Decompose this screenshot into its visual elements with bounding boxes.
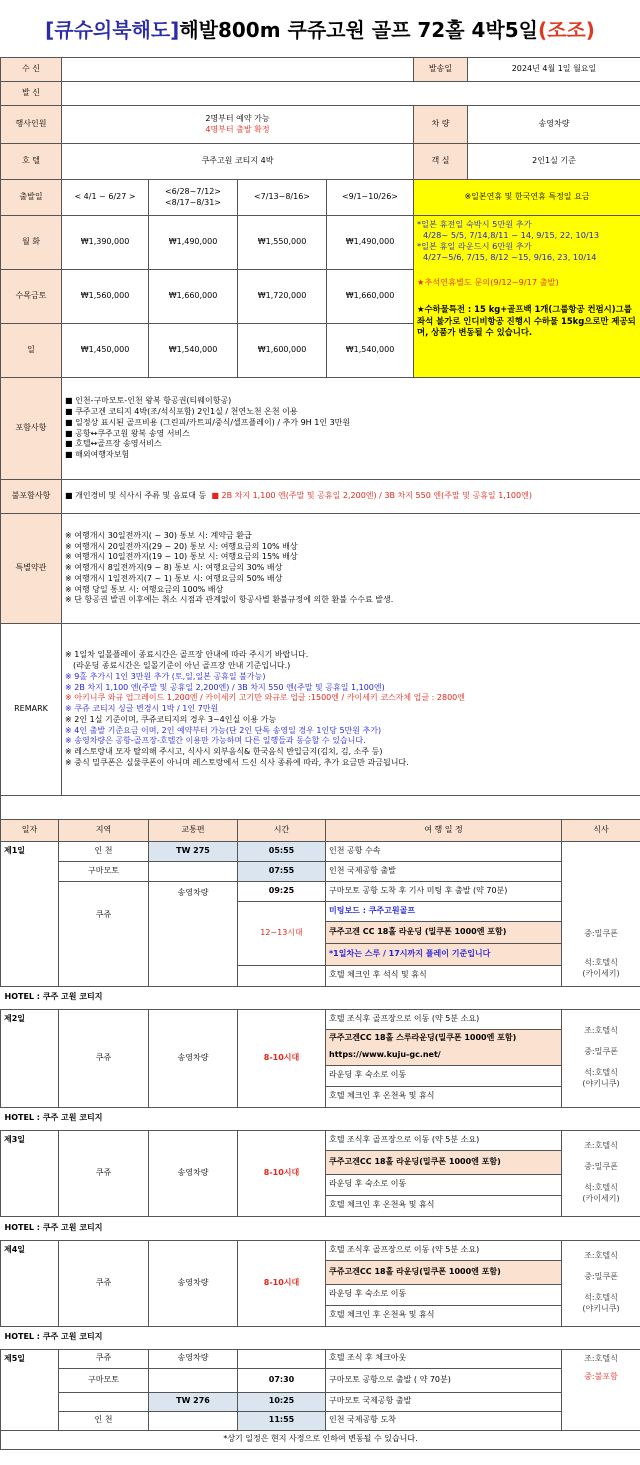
- includes-label: 포함사항: [1, 378, 62, 480]
- holiday-note: *일본 휴일 라운드시 6만원 추가: [417, 241, 532, 252]
- transport-empty: [149, 861, 238, 881]
- period-2b: <8/17~8/31>: [164, 197, 222, 207]
- event: 인천 국제공항 출발: [326, 861, 562, 881]
- event: 호텔 체크인 후 온천욕 및 휴식: [326, 1195, 562, 1216]
- itin-header-meal: 식사: [562, 819, 640, 841]
- term-item: ※ 여행개시 20일전까지(29 ~ 20) 통보 시: 여행요금의 10% 배상: [65, 541, 298, 551]
- include-item: ■ 일정상 표시된 골프비용 (그린피/카트피/중식/셀프플레이) / 추가 9H 1인 3만원: [65, 417, 351, 427]
- event: 쿠주고겐 CC 18홀 라운딩 (밀쿠폰 1000엔 포함): [326, 921, 562, 943]
- period-2a: <6/28~7/12>: [164, 186, 222, 196]
- transport: 송영차량: [149, 1130, 238, 1216]
- flight: TW 275: [149, 841, 238, 861]
- sender-value: [62, 82, 640, 106]
- time: 8-10시대: [238, 1009, 326, 1107]
- term-item: ※ 여행개시 1일전까지(7 ~ 1) 통보 시: 여행요금의 50% 배상: [65, 573, 283, 583]
- chuseok-note: ★추석연휴별도 문의(9/12~9/17 출발): [417, 277, 559, 288]
- people-value: [62, 106, 414, 144]
- meal: (카이세키): [582, 1193, 620, 1203]
- price-cell: ₩1,450,000: [62, 324, 149, 378]
- price-cell: ₩1,720,000: [238, 270, 327, 324]
- price-cell: ₩1,660,000: [327, 270, 414, 324]
- remark-item: ※ 중식 밀쿠폰은 실물쿠폰이 아니며 레스토랑에서 드신 식사 종류에 따라, 추가 요금만 과금됩니다.: [65, 758, 409, 768]
- include-item: ■ 인천-구마모토-인천 왕복 항공권(티웨이항공): [65, 396, 232, 406]
- excludes-value: [62, 480, 640, 514]
- baggage-note: ★수하물특전 : 15 kg+골프백 1개(그룹항공 컨펌시)그룹좌석 불가로 인디비항공 진행시 수하물 15kg으로만 제공되며, 상품가 변동될 수 있습니다.: [417, 304, 636, 337]
- day-4-meals: [562, 1240, 640, 1326]
- price-row-label: 월 화: [1, 216, 62, 270]
- meal: 석:호텔식: [584, 1183, 618, 1192]
- price-cell: ₩1,540,000: [327, 324, 414, 378]
- time: 11:55: [238, 1411, 326, 1430]
- event: 호텔 조식후 골프장으로 이동 (약 5분 소요): [326, 1130, 562, 1150]
- itin-header-transport: 교통편: [149, 819, 238, 841]
- includes-list: [62, 378, 640, 480]
- itin-header-day: 일자: [1, 819, 59, 841]
- remark-item: ※ 송영차량은 공항-골프장-호텔간 이용만 가능하며 다른 일행들과 동승할 수 있습니다.: [65, 736, 366, 746]
- holiday-note: 4/27~5/6, 7/15, 8/12 ~15, 9/16, 23, 10/14: [423, 252, 597, 263]
- terms-list: [62, 514, 640, 624]
- time-empty: [238, 965, 326, 986]
- flight: TW 276: [149, 1392, 238, 1411]
- event: 쿠쥬고겐CC 18홀 라운딩(밀쿠폰 1000엔 포함): [326, 1260, 562, 1284]
- term-item: ※ 여행 당일 통보 시: 여행요금의 100% 배상: [65, 584, 224, 594]
- remark-item: ※ 2B 차지 1,100 엔(주말 및 공휴일 2,200엔) / 3B 차지 550 엔(주말 및 공휴일 1,100엔): [65, 682, 385, 692]
- event: 구마모토 공항으로 출발 ( 약 70분): [326, 1368, 562, 1392]
- price-cell: ₩1,490,000: [149, 216, 238, 270]
- exclude-item: ■ 개인경비 및 식사시 주류 및 음료대 등: [65, 491, 207, 501]
- meal: 조:호텔식: [584, 1251, 618, 1261]
- time: 05:55: [238, 841, 326, 861]
- holiday-note: *일본 휴전일 숙박시 5만원 추가: [417, 219, 532, 229]
- footer-note: *상기 일정은 현지 사정으로 인하여 변동될 수 있습니다.: [1, 1430, 640, 1449]
- region: 인 천: [59, 1411, 149, 1430]
- region: 인 천: [59, 841, 149, 861]
- meal: 조:호텔식: [584, 1141, 618, 1151]
- itin-header-schedule: 여 행 일 정: [326, 819, 562, 841]
- meal: 석:호텔식: [584, 957, 618, 967]
- event: 구마모토 국제공항 출발: [326, 1392, 562, 1411]
- page-title: [0, 0, 640, 57]
- remark-label: REMARK: [1, 624, 62, 796]
- time: 07:30: [238, 1368, 326, 1392]
- region: 쿠쥬: [59, 1240, 149, 1326]
- day-3-meals: [562, 1130, 640, 1216]
- excludes-label: 불포함사항: [1, 480, 62, 514]
- send-date-label: 발송일: [414, 58, 468, 82]
- remark-item: ※ 아키니쿠 와규 업그레이드 1,200엔 / 카이세키 고기만 와규로 업글 :1500엔 / 카이세키 코스자체 업글 : 2800엔: [65, 693, 465, 703]
- time-empty: [238, 1349, 326, 1368]
- remark-item: (라운딩 종료시간은 일몰기준이 아닌 골프장 안내 기준입니다.): [73, 660, 291, 670]
- people-label: 행사인원: [1, 106, 62, 144]
- time: 07:55: [238, 861, 326, 881]
- transport: 송영차량: [149, 1240, 238, 1326]
- sender-label: 발 신: [1, 82, 62, 106]
- car-label: 차 량: [414, 106, 468, 144]
- price-cell: ₩1,540,000: [149, 324, 238, 378]
- event: 라운딩 후 숙소로 이동: [326, 1065, 562, 1086]
- website-link[interactable]: https://www.kuju-gc.net/: [326, 1047, 562, 1065]
- meal: 중:밀쿠폰: [584, 1162, 618, 1172]
- period-4: <9/1~10/26>: [327, 180, 414, 216]
- event: 미팅보드 : 쿠주고원골프: [326, 901, 562, 921]
- itinerary-table: [0, 819, 640, 1450]
- depart-label: 출발일: [1, 180, 62, 216]
- period-2: [149, 180, 238, 216]
- event: 인천 국제공항 도착: [326, 1411, 562, 1430]
- day-5-meals: [562, 1349, 640, 1430]
- room-value: 2인1실 기준: [468, 144, 640, 180]
- meal: 중:밀쿠폰: [584, 1047, 618, 1057]
- info-table: [0, 57, 640, 819]
- event: 인천 공항 수속: [326, 841, 562, 861]
- transport-empty: [149, 1368, 238, 1392]
- car-value: 송영차량: [468, 106, 640, 144]
- remark-item: ※ 2인 1실 기준이며, 쿠쥬코티지의 경우 3~4인실 이용 가능: [65, 714, 277, 724]
- day-2-meals: [562, 1009, 640, 1107]
- send-date-value: 2024년 4월 1일 월요일: [468, 58, 640, 82]
- term-item: ※ 단 항공권 발권 이후에는 취소 시점과 관계없이 항공사별 환불규정에 의한 환불 수수료 발생.: [65, 595, 394, 605]
- event: 호텔 조식 후 체크아웃: [326, 1349, 562, 1368]
- recipient-value: [62, 58, 414, 82]
- price-cell: ₩1,490,000: [327, 216, 414, 270]
- price-row-label: 일: [1, 324, 62, 378]
- day-4-label: 제4일: [1, 1240, 59, 1326]
- itin-header-time: 시간: [238, 819, 326, 841]
- room-label: 객 실: [414, 144, 468, 180]
- title-brand: [큐슈의북해도]: [45, 18, 180, 42]
- meal: 석:호텔식: [584, 1068, 618, 1077]
- term-item: ※ 여행개시 8일전까지(9 ~ 8) 통보 시: 여행요금의 30% 배상: [65, 563, 283, 573]
- price-cell: ₩1,550,000: [238, 216, 327, 270]
- term-item: ※ 여행개시 30일전까지( ~ 30) 통보 시: 계약금 환급: [65, 530, 252, 540]
- include-item: ■ 공항↔쿠주고원 왕복 송영 서비스: [65, 428, 190, 438]
- region: 쿠쥬: [59, 1349, 149, 1368]
- day-1-label: 제1일: [1, 841, 59, 986]
- people-min: 2명부터 예약 가능: [205, 113, 270, 123]
- price-cell: ₩1,660,000: [149, 270, 238, 324]
- time: 09:25: [238, 881, 326, 901]
- meal: 석:호텔식: [584, 1293, 618, 1302]
- meal: 조:호텔식: [584, 1353, 618, 1363]
- day-5-label: 제5일: [1, 1349, 59, 1430]
- meal: (카이세키): [582, 968, 620, 978]
- meal: (야키니쿠): [582, 1303, 620, 1313]
- event: 호텔 체크인 후 온천욕 및 휴식: [326, 1086, 562, 1107]
- meal: 조:호텔식: [584, 1026, 618, 1036]
- event: 구마모토 공항 도착 후 기사 미팅 후 출발 (약 70분): [326, 881, 562, 901]
- meal: (야키니쿠): [582, 1078, 620, 1088]
- hotel-line: HOTEL : 쿠주 고원 코티지: [1, 1107, 640, 1130]
- price-cell: ₩1,560,000: [62, 270, 149, 324]
- title-suffix: (조조): [537, 18, 595, 42]
- exclude-charge: ■ 2B 차지 1,100 엔(주말 및 공휴일 2,200엔) / 3B 차지 550 엔(주말 및 공휴일 1,100엔): [211, 491, 532, 501]
- time: 8-10시대: [238, 1130, 326, 1216]
- region: 쿠쥬: [59, 881, 149, 986]
- day-3-label: 제3일: [1, 1130, 59, 1216]
- remark-item: ※ 9홀 추가시 1인 3만원 추가 (토,일,일본 공휴일 불가능): [65, 671, 266, 681]
- meal: 중:밀쿠폰: [584, 929, 618, 939]
- itin-header-region: 지역: [59, 819, 149, 841]
- remark-item: ※ 1일차 일몰플레이 종료시간은 골프장 안내에 따라 주시기 바랍니다.: [65, 650, 309, 660]
- time: 10:25: [238, 1392, 326, 1411]
- title-main: 해발800m 쿠쥬고원 골프 72홀 4박5일: [179, 18, 538, 42]
- meal: 중:불포함: [584, 1372, 618, 1382]
- price-row-label: 수목금토: [1, 270, 62, 324]
- transport-empty: [149, 1411, 238, 1430]
- remark-item: ※ 4인 출발 기준요금 이며, 2인 예약부터 가능(단 2인 단독 송영일 경우 1인당 5만원 추가): [65, 725, 382, 735]
- hotel-line: HOTEL : 쿠주 고원 코티지: [1, 986, 640, 1009]
- period-1: < 4/1 ~ 6/27 >: [62, 180, 149, 216]
- spacer-row: [1, 796, 640, 819]
- region: 구마모토: [59, 861, 149, 881]
- holiday-note-header: ※일본연휴 및 한국연휴 특정일 요금: [414, 180, 640, 216]
- hotel-label: 호 텔: [1, 144, 62, 180]
- period-3: <7/13~8/16>: [238, 180, 327, 216]
- remark-item: ※ 쿠쥬 코티지 싱글 변경시 1박 / 1인 7만원: [65, 704, 219, 714]
- event: 호텔 조식후 골프장으로 이동 (약 5분 소요): [326, 1009, 562, 1029]
- include-item: ■ 호텔↔골프장 송영서비스: [65, 439, 162, 449]
- event: 호텔 조식후 골프장으로 이동 (약 5분 소요): [326, 1240, 562, 1260]
- event: *1일차는 스루 / 17시까지 플레이 기준입니다: [326, 943, 562, 965]
- people-confirm: 4명부터 출발 확정: [205, 124, 270, 134]
- remark-item: ※ 레스토랑내 모자 탈의해 주시고, 식사시 외부음식& 한국음식 반입금지(김치, 김, 소주 등): [65, 747, 383, 757]
- include-item: ■ 쿠주고겐 코티지 4박(조/석식포함) 2인1실 / 천연노천 온천 이용: [65, 406, 298, 416]
- region-empty: [59, 1392, 149, 1411]
- hotel-line: HOTEL : 쿠주 고원 코티지: [1, 1216, 640, 1240]
- time: 8-10시대: [238, 1240, 326, 1326]
- term-item: ※ 여행개시 10일전까지(19 ~ 10) 통보 시: 여행요금의 15% 배상: [65, 552, 298, 562]
- region: 쿠쥬: [59, 1009, 149, 1107]
- hotel-line: HOTEL : 쿠주 고원 코티지: [1, 1326, 640, 1349]
- remark-list: [62, 624, 640, 796]
- recipient-label: 수 신: [1, 58, 62, 82]
- holiday-note: 4/28~ 5/5, 7/14,8/11 ~ 14, 9/15, 22, 10/13: [423, 230, 600, 241]
- meal: 중:밀쿠폰: [584, 1272, 618, 1282]
- event: 쿠주고겐CC 18홀 라운딩(밀쿠폰 1000엔 포함): [326, 1150, 562, 1174]
- transport: 송영차량: [149, 881, 238, 986]
- day-2-label: 제2일: [1, 1009, 59, 1107]
- day-1-meals: [562, 841, 640, 986]
- include-item: ■ 해외여행자보험: [65, 450, 130, 460]
- event: 호텔 체크인 후 석식 및 휴식: [326, 965, 562, 986]
- price-cell: ₩1,600,000: [238, 324, 327, 378]
- region: 구마모토: [59, 1368, 149, 1392]
- time: 12~13시대: [238, 901, 326, 965]
- event: 라운딩 후 숙소로 이동: [326, 1284, 562, 1305]
- terms-label: 특별약관: [1, 514, 62, 624]
- transport: 송영차량: [149, 1009, 238, 1107]
- hotel-value: 쿠주고원 코티지 4박: [62, 144, 414, 180]
- price-cell: ₩1,390,000: [62, 216, 149, 270]
- transport: 송영차량: [149, 1349, 238, 1368]
- event: 라운딩 후 숙소로 이동: [326, 1174, 562, 1195]
- region: 쿠쥬: [59, 1130, 149, 1216]
- holiday-notes: [414, 216, 640, 378]
- event: 호텔 체크인 후 온천욕 및 휴식: [326, 1305, 562, 1326]
- event: 쿠주고겐CC 18홀 스루라운딩(밀쿠폰 1000엔 포함): [326, 1029, 562, 1047]
